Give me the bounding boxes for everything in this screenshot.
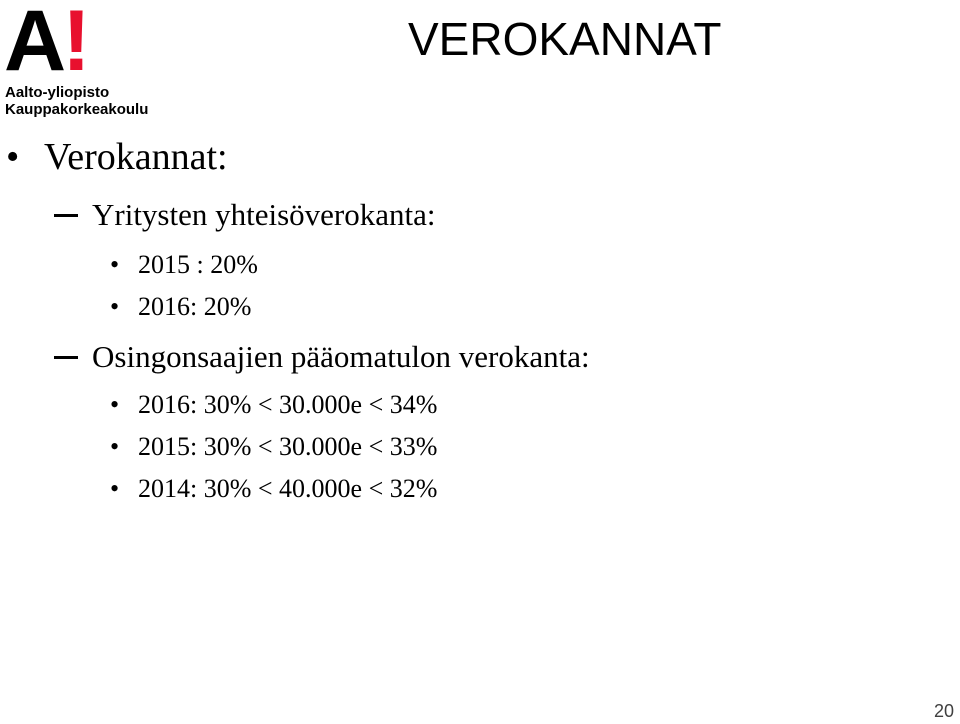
slide-title: VEROKANNAT [408, 13, 722, 65]
list-item [110, 472, 437, 506]
logo-mark-letter: A [4, 0, 63, 89]
list-item [110, 248, 258, 282]
list-item-text: 2016: 30% < 30.000e < 34% [138, 390, 438, 419]
bullet-marker: • [110, 250, 120, 279]
logo-school-name: Kauppakorkeakoulu [5, 101, 149, 118]
bullet-marker: • [110, 432, 120, 461]
page-number: 20 [933, 701, 954, 721]
list-item [110, 388, 437, 422]
bullet-marker: • [110, 292, 120, 321]
main-bullet-text: Verokannat: [44, 136, 228, 178]
logo-mark-exclamation: ! [62, 0, 87, 89]
section-heading-dividend-tax [54, 338, 590, 376]
section-heading-corporate-tax [54, 196, 436, 234]
section-heading-text: Osingonsaajien pääomatulon verokanta: [92, 339, 590, 374]
dash-marker [54, 338, 92, 376]
list-item [110, 430, 437, 464]
list-item-text: 2014: 30% < 40.000e < 32% [138, 474, 438, 503]
list-item-text: 2015 : 20% [138, 250, 258, 279]
logo-mark [4, 0, 87, 89]
section-heading-text: Yritysten yhteisöverokanta: [92, 197, 436, 232]
bullet-marker: • [110, 474, 120, 503]
dash-marker [54, 196, 92, 234]
aalto-logo [4, 0, 164, 118]
list-item-text: 2016: 20% [138, 292, 252, 321]
bullet-marker: • [6, 136, 20, 178]
logo-university-name: Aalto-yliopisto [5, 84, 110, 101]
main-bullet [6, 134, 228, 180]
list-item-text: 2015: 30% < 30.000e < 33% [138, 432, 438, 461]
bullet-marker: • [110, 390, 120, 419]
list-item [110, 290, 251, 324]
